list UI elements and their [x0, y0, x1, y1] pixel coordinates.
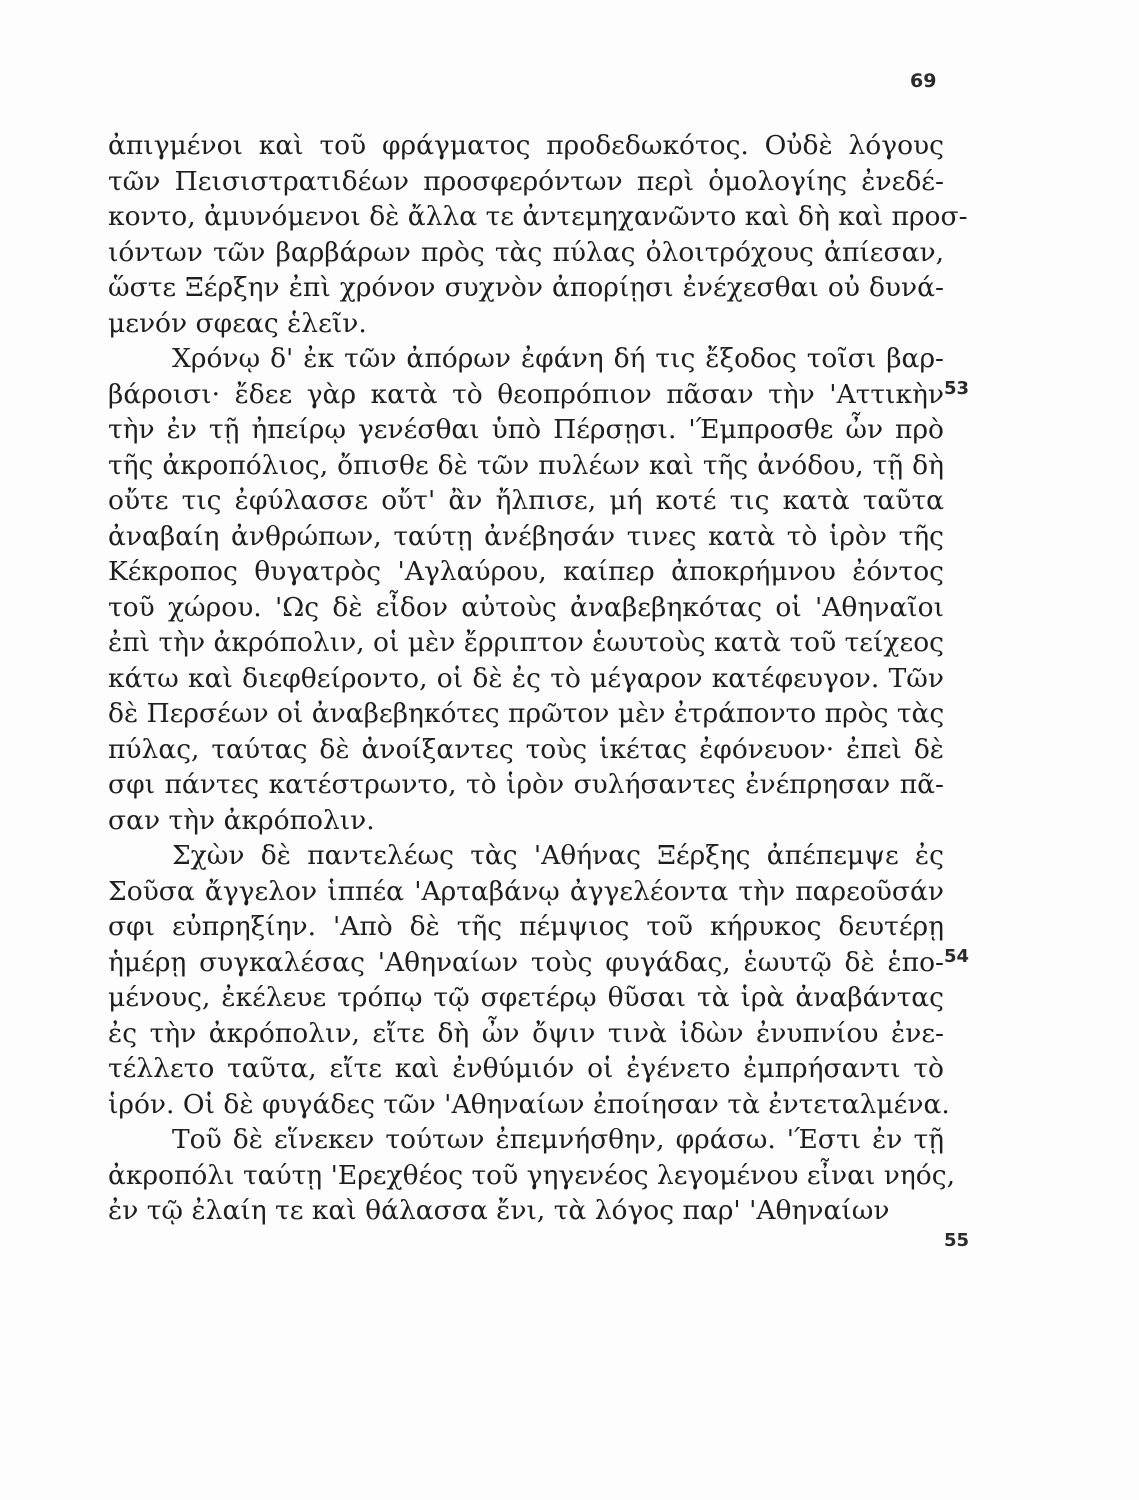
text-line: μένους, ἐκέλευε τρόπῳ τῷ σφετέρῳ θῦσαι τὰ ἱρὰ ἀναβάντας [108, 982, 944, 1013]
text-line: ἀκροπόλι ταύτῃ 'Ερεχθέος τοῦ γηγενέος λεγομένου εἶναι νηός, [108, 1159, 955, 1191]
text-line: ἀναβαίη ἀνθρώπων, ταύτῃ ἀνέβησάν τινες κατὰ τὸ ἱρὸν τῆς [108, 520, 944, 552]
text-line: πύλας, ταύτας δὲ ἀνοίξαντες τοὺς ἱκέτας ἐφόνευον· ἐπεὶ δὲ [108, 733, 944, 765]
text-line: τοῦ χώρου. 'Ως δὲ εἶδον αὐτοὺς ἀναβεβηκότας οἱ 'Αθηναῖοι [108, 591, 944, 623]
section-number: 53 [944, 378, 970, 399]
page-number: 69 [910, 70, 937, 92]
text-line: ὥστε Ξέρξην ἐπὶ χρόνον συχνὸν ἀπορίῃσι ἐνέχεσθαι οὐ δυνά- [108, 272, 944, 303]
section-number: 55 [944, 1230, 970, 1251]
text-line: κοντο, ἀμυνόμενοι δὲ ἄλλα τε ἀντεμηχανῶντο καὶ δὴ καὶ προσ- [108, 201, 968, 232]
text-line: τὴν ἐν τῇ ἠπείρῳ γενέσθαι ὑπὸ Πέρσῃσι. 'Έμπροσθε ὦν πρὸ [108, 414, 944, 445]
text-line: σφι εὐπρηξίην. 'Απὸ δὲ τῆς πέμψιος τοῦ κήρυκος δευτέρῃ [108, 911, 944, 942]
text-line: τῶν Πεισιστρατιδέων προσφερόντων περὶ ὁμολογίης ἐνεδέ- [108, 165, 944, 197]
text-line: κάτω καὶ διεφθείροντο, οἱ δὲ ἐς τὸ μέγαρον κατέφευγον. Τῶν [108, 662, 944, 694]
text-line: σφι πάντες κατέστρωντο, τὸ ἱρὸν συλήσαντες ἐνέπρησαν πᾶ- [108, 769, 944, 800]
text-line: ἀπιγμένοι καὶ τοῦ φράγματος προδεδωκότος. Οὐδὲ λόγους [108, 130, 944, 161]
text-line: τέλλετο ταῦτα, εἴτε καὶ ἐνθύμιόν οἱ ἐγένετο ἐμπρήσαντι τὸ [108, 1053, 944, 1084]
section-number: 54 [944, 946, 970, 967]
text-line: ἐπὶ τὴν ἀκρόπολιν, οἱ μὲν ἔρριπτον ἑωυτοὺς κατὰ τοῦ τείχεος [108, 627, 944, 658]
text-line: οὔτε τις ἐφύλασσε οὔτ' ἂν ἤλπισε, μή κοτέ τις κατὰ ταῦτα [108, 485, 944, 516]
text-line: Κέκροπος θυγατρὸς 'Αγλαύρου, καίπερ ἀποκρήμνου ἐόντος [108, 556, 944, 587]
text-line: Χρόνῳ δ' ἐκ τῶν ἀπόρων ἐφάνη δή τις ἔξοδος τοῖσι βαρ- [172, 343, 944, 374]
text-line: Σχὼν δὲ παντελέως τὰς 'Αθήνας Ξέρξης ἀπέπεμψε ἐς [172, 840, 944, 871]
text-line: ἡμέρῃ συγκαλέσας 'Αθηναίων τοὺς φυγάδας, ἑωυτῷ δὲ ἑπο- [108, 946, 944, 978]
text-line: Σοῦσα ἄγγελον ἱππέα 'Αρταβάνῳ ἀγγελέοντα τὴν παρεοῦσάν [108, 875, 944, 907]
text-line: ἐς τὴν ἀκρόπολιν, εἴτε δὴ ὦν ὄψιν τινὰ ἰδὼν ἐνυπνίου ἐνε- [108, 1017, 944, 1049]
text-line: ἱρόν. Οἱ δὲ φυγάδες τῶν 'Αθηναίων ἐποίησαν τὰ ἐντεταλμένα. [108, 1088, 950, 1120]
text-line: σαν τὴν ἀκρόπολιν. [108, 804, 375, 836]
text-line: μενόν σφεας ἑλεῖν. [108, 307, 367, 339]
text-line: δὲ Περσέων οἱ ἀναβεβηκότες πρῶτον μὲν ἐτράποντο πρὸς τὰς [108, 698, 945, 729]
text-line: Τοῦ δὲ εἵνεκεν τούτων ἐπεμνήσθην, φράσω. 'Έστι ἐν τῇ [172, 1124, 944, 1155]
text-line: βάροισι· ἔδεε γὰρ κατὰ τὸ θεοπρόπιον πᾶσαν τὴν 'Αττικὴν [108, 378, 944, 410]
text-line: ιόντων τῶν βαρβάρων πρὸς τὰς πύλας ὀλοιτρόχους ἀπίεσαν, [108, 236, 944, 268]
text-line: τῆς ἀκροπόλιος, ὄπισθε δὲ τῶν πυλέων καὶ τῆς ἀνόδου, τῇ δὴ [108, 449, 944, 481]
text-line: ἐν τῷ ἐλαίη τε καὶ θάλασσα ἔνι, τὰ λόγος παρ' 'Αθηναίων [108, 1195, 890, 1226]
